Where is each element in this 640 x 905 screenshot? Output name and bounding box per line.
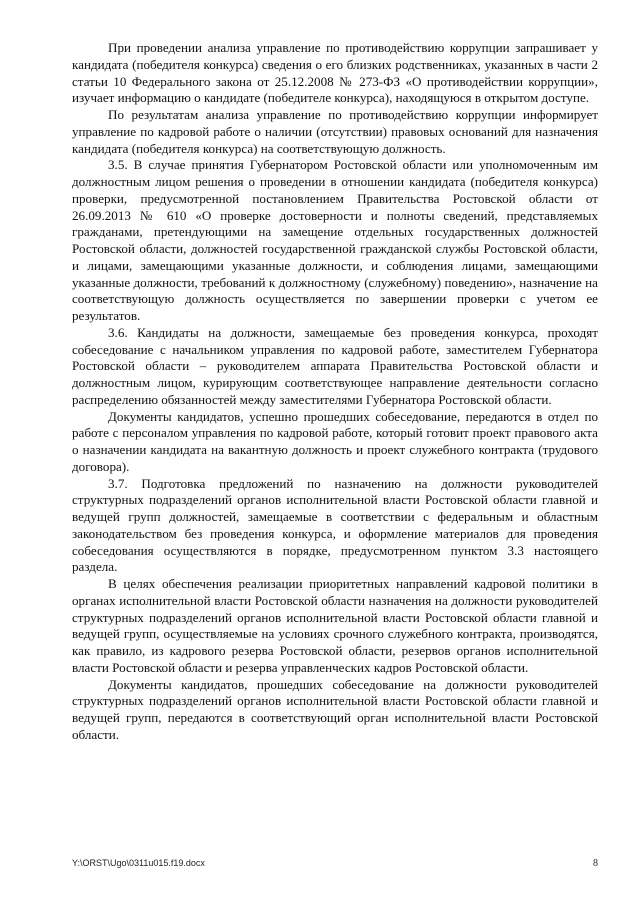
paragraph-documents-passed-interview: Документы кандидатов, успешно прошедших собеседование, передаются в отдел по работе с персоналом управления по кадровой работе, который готовит проект правового акта о назначении кандидата на вакантную должность и проект служебного контракта (трудового договора). xyxy=(72,408,598,474)
paragraph-analysis-results: По результатам анализа управление по противодействию коррупции информирует управление по кадровой работе о наличии (отсутствии) правовых оснований для назначения кандидата (победителя конкурса) на соответствующую должность. xyxy=(72,107,598,156)
paragraph-3-7: 3.7. Подготовка предложений по назначению на должности руководителей структурных подразделений органов исполнительной власти Ростовской области главной и ведущей групп должностей, замещаемые в соответствии с федеральным и областным законодательством без проведения конкурса, и оформление материалов для проведения собеседования осуществляются в порядке, предусмотренном пунктом 3.3 настоящего раздела. xyxy=(72,475,598,575)
document-page xyxy=(72,40,598,744)
paragraph-anticorruption-analysis: При проведении анализа управление по противодействию коррупции запрашивает у кандидата (победителя конкурса) сведения о его близких родственниках, указанных в части 2 статьи 10 Федерального закона от 25.12.2008 № 273-ФЗ «О противодействии коррупции», изучает информацию о кандидате (победителе конкурса), находящуюся в открытом доступе. xyxy=(72,40,598,106)
page-footer xyxy=(72,858,598,872)
paragraph-personnel-policy: В целях обеспечения реализации приоритетных направлений кадровой политики в органах исполнительной власти Ростовской области назначения на должности руководителей структурных подразделений органов исполнительной власти Ростовской области главной и ведущей групп, осуществляемые на условиях срочного служебного контракта, производятся, как правило, из кадрового резерва Ростовской области, резервов органов исполнительной власти Ростовской области и резерва управленческих кадров Ростовской области. xyxy=(72,576,598,675)
page-number: 8 xyxy=(593,858,598,869)
paragraph-3-6: 3.6. Кандидаты на должности, замещаемые без проведения конкурса, проходят собеседование с начальником управления по кадровой работе, заместителем Губернатора Ростовской области – руководителем аппарата Правительства Ростовской области и должностным лицом, курирующим соответствующее направление деятельности согласно распределению обязанностей между заместителями Губернатора Ростовской области. xyxy=(72,324,598,407)
footer-file-path: Y:\ORST\Ugo\0311u015.f19.docx xyxy=(72,858,205,868)
paragraph-3-5: 3.5. В случае принятия Губернатором Ростовской области или уполномоченным им должностным лицом решения о проведении в отношении кандидата (победителя конкурса) проверки, предусмотренной постановлением Правительства Ростовской области от 26.09.2013 № 610 «О проверке достоверности и полноты сведений, представляемых гражданами, претендующими на замещение отдельных государственных должностей Ростовской области, должностей государственной гражданской службы Ростовской области, и лицами, замещающими указанные должности, и соблюдения лицами, замещающими указанные должности, требований к должностному (служебному) поведению», назначение на соответствующую должность осуществляется по завершении проверки с учетом ее результатов. xyxy=(72,157,598,323)
paragraph-documents-transfer: Документы кандидатов, прошедших собеседование на должности руководителей структурных подразделений органов исполнительной власти Ростовской области главной и ведущей групп, передаются в соответствующий орган исполнительной власти Ростовской области. xyxy=(72,676,598,742)
